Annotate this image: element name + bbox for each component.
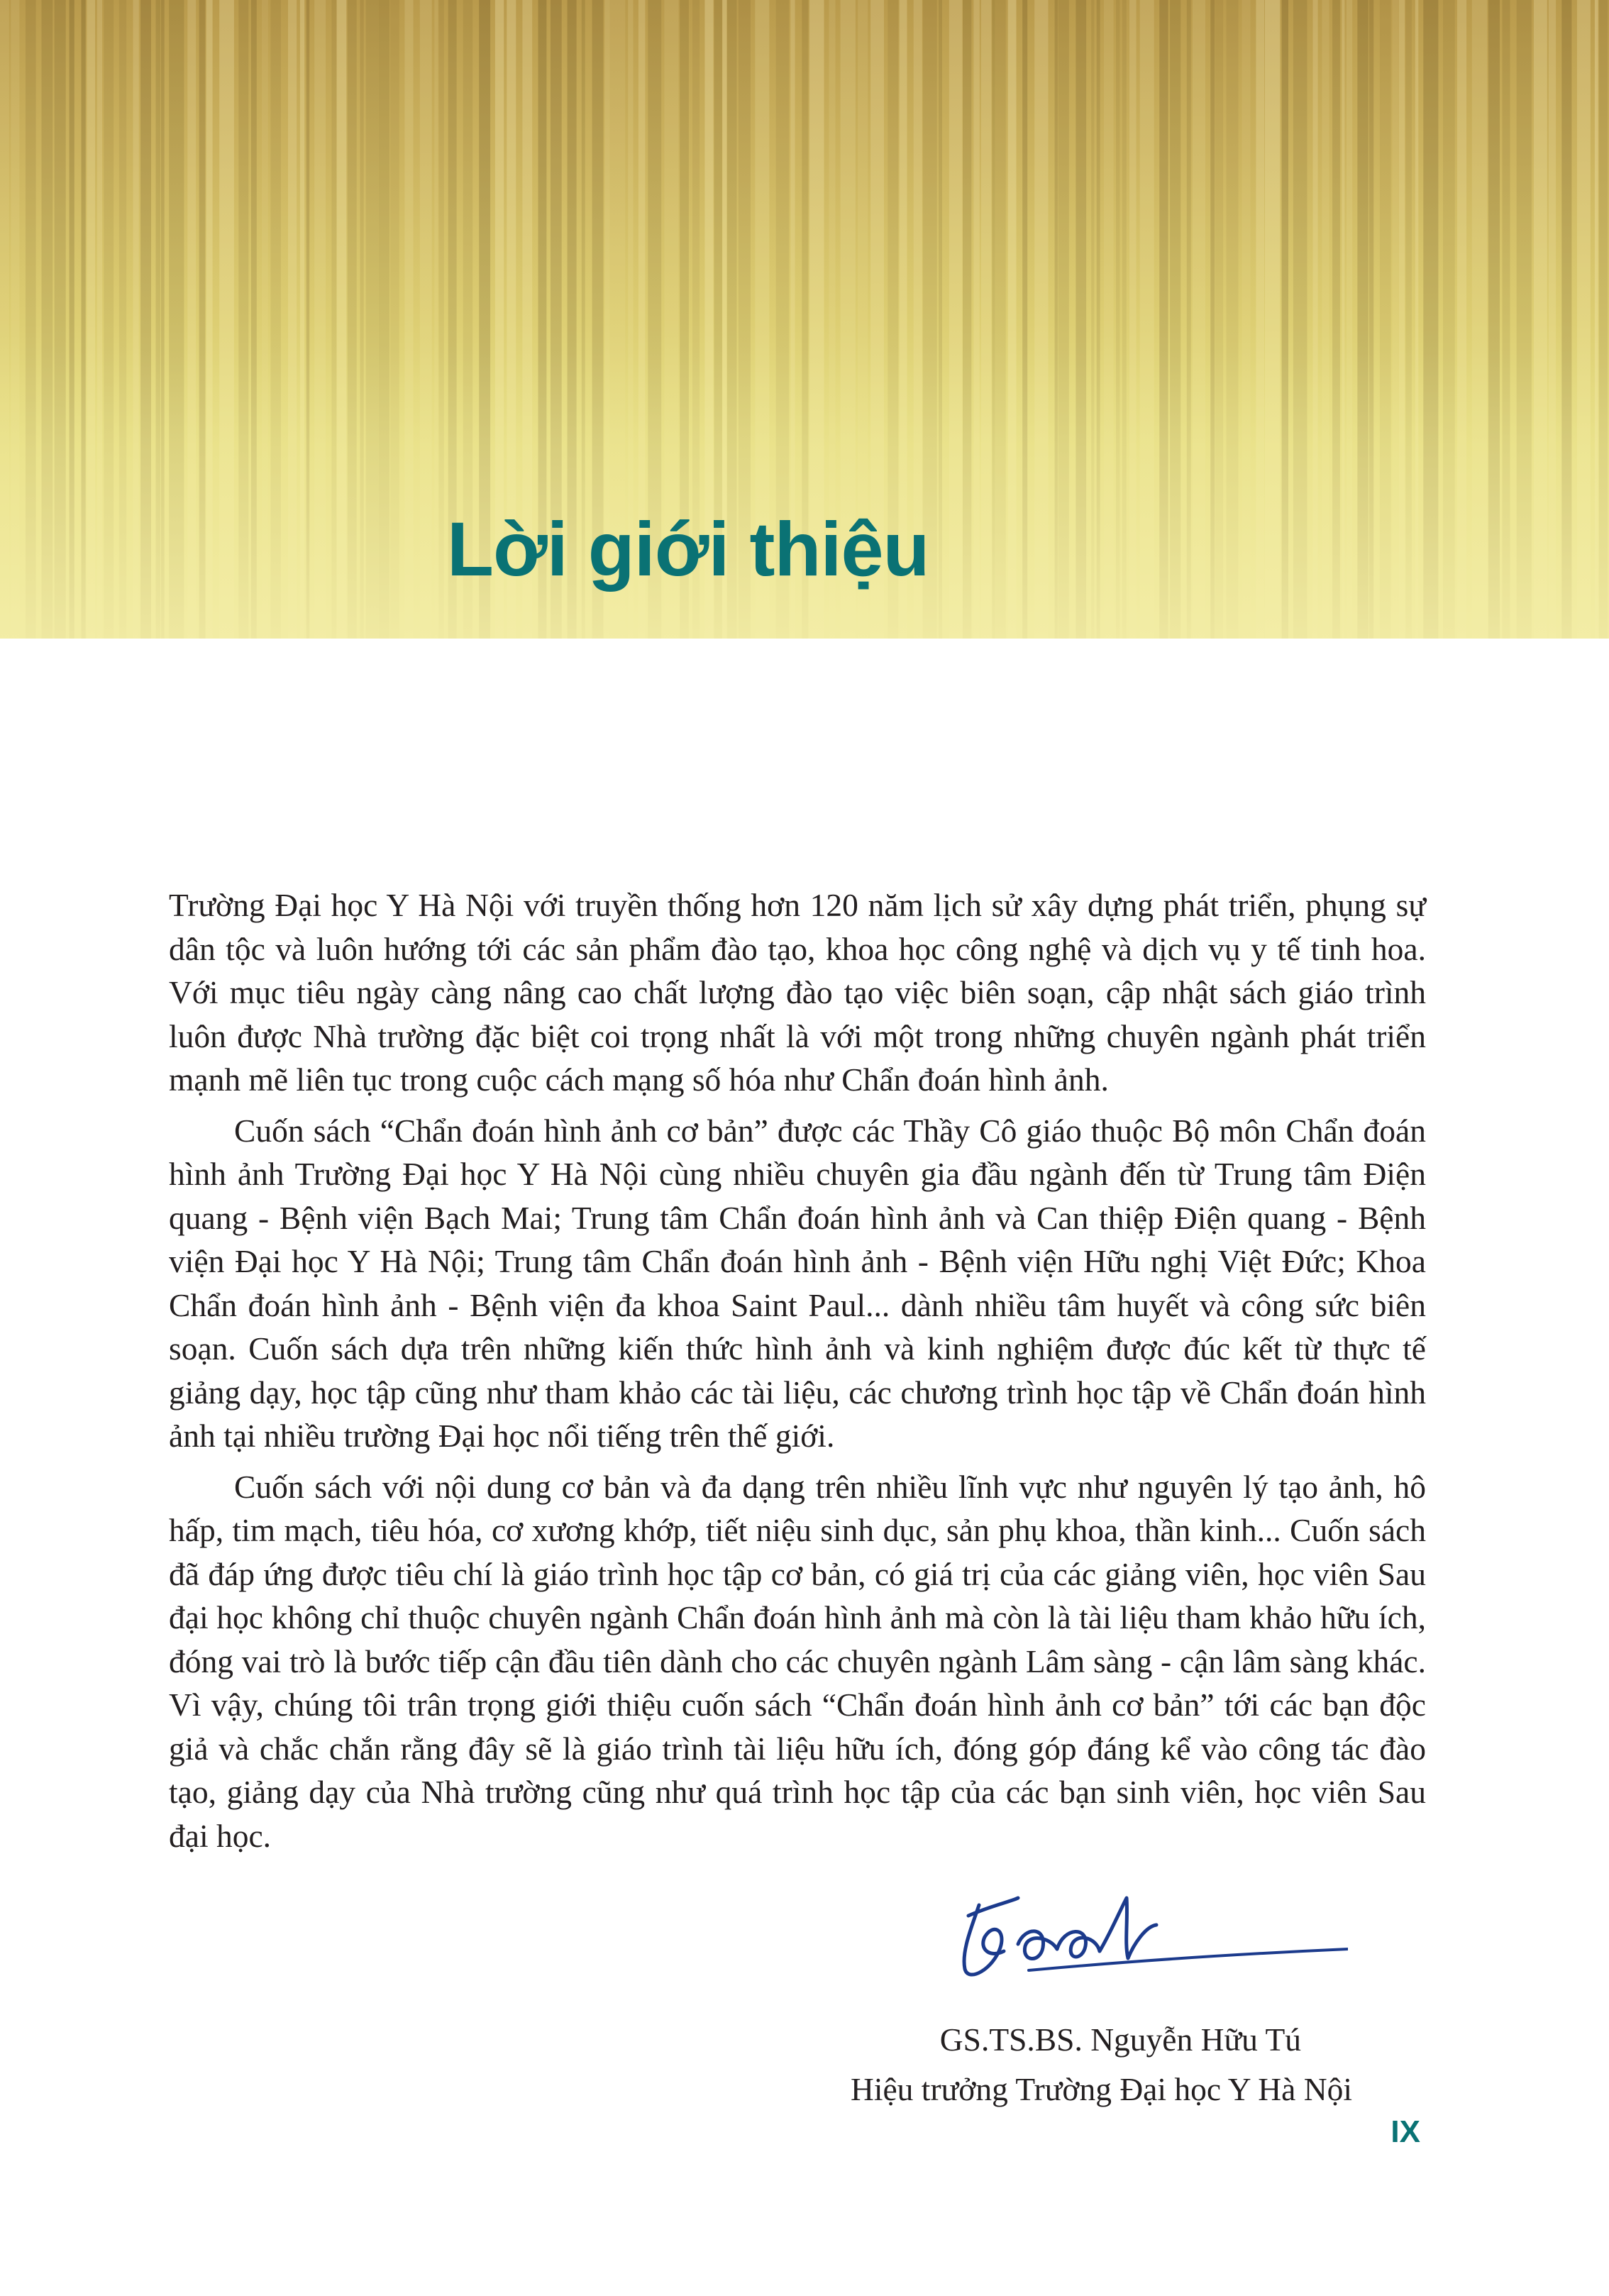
- page-number: IX: [1390, 2114, 1420, 2149]
- signer-role: Hiệu trưởng Trường Đại học Y Hà Nội: [850, 2071, 1352, 2107]
- page-title: Lời giới thiệu: [447, 506, 929, 592]
- paragraph-3: Cuốn sách với nội dung cơ bản và đa dạng trên nhiều lĩnh vực như nguyên lý tạo ảnh, hô hấp, tim mạch, tiêu hóa, cơ xương khớp, tiết niệu sinh dục, sản phụ khoa, thần kinh... Cuốn sách đã đáp ứng được tiêu chí là giáo trình học tập cơ bản, có giá trị của các giảng viên, học viên Sau đại học không chỉ thuộc chuyên ngành Chẩn đoán hình ảnh mà còn là tài liệu tham khảo hữu ích, đóng vai trò là bước tiếp cận đầu tiên dành cho các chuyên ngành Lâm sàng - cận lâm sàng khác. Vì vậy, chúng tôi trân trọng giới thiệu cuốn sách “Chẩn đoán hình ảnh cơ bản” tới các bạn độc giả và chắc chắn rằng đây sẽ là giáo trình tài liệu hữu ích, đóng góp đáng kể vào công tác đào tạo, giảng dạy của Nhà trường cũng như quá trình học tập của các bạn sinh viên, học viên Sau đại học.: [169, 1468, 1426, 1854]
- introduction-body: [169, 883, 1426, 1865]
- signer-name: GS.TS.BS. Nguyễn Hữu Tú: [939, 2021, 1301, 2058]
- paragraph-2: Cuốn sách “Chẩn đoán hình ảnh cơ bản” được các Thầy Cô giáo thuộc Bộ môn Chẩn đoán hình ảnh Trường Đại học Y Hà Nội cùng nhiều chuyên gia đầu ngành đến từ Trung tâm Điện quang - Bệnh viện Bạch Mai; Trung tâm Chẩn đoán hình ảnh và Can thiệp Điện quang - Bệnh viện Đại học Y Hà Nội; Trung tâm Chẩn đoán hình ảnh - Bệnh viện Hữu nghị Việt Đức; Khoa Chẩn đoán hình ảnh - Bệnh viện đa khoa Saint Paul... dành nhiều tâm huyết và công sức biên soạn. Cuốn sách dựa trên những kiến thức hình ảnh và kinh nghiệm được đúc kết từ thực tế giảng dạy, học tập cũng như tham khảo các tài liệu, các chương trình học tập về Chẩn đoán hình ảnh tại nhiều trường Đại học nổi tiếng trên thế giới.: [169, 1112, 1426, 1454]
- handwritten-signature: [951, 1884, 1348, 1990]
- paragraph-1: Trường Đại học Y Hà Nội với truyền thống hơn 120 năm lịch sử xây dựng phát triển, phụng sự dân tộc và luôn hướng tới các sản phẩm đào tạo, khoa học công nghệ và dịch vụ y tế tinh hoa. Với mục tiêu ngày càng nâng cao chất lượng đào tạo việc biên soạn, cập nhật sách giáo trình luôn được Nhà trường đặc biệt coi trọng nhất là với một trong những chuyên ngành phát triển mạnh mẽ liên tục trong cuộc cách mạng số hóa như Chẩn đoán hình ảnh.: [169, 887, 1426, 1098]
